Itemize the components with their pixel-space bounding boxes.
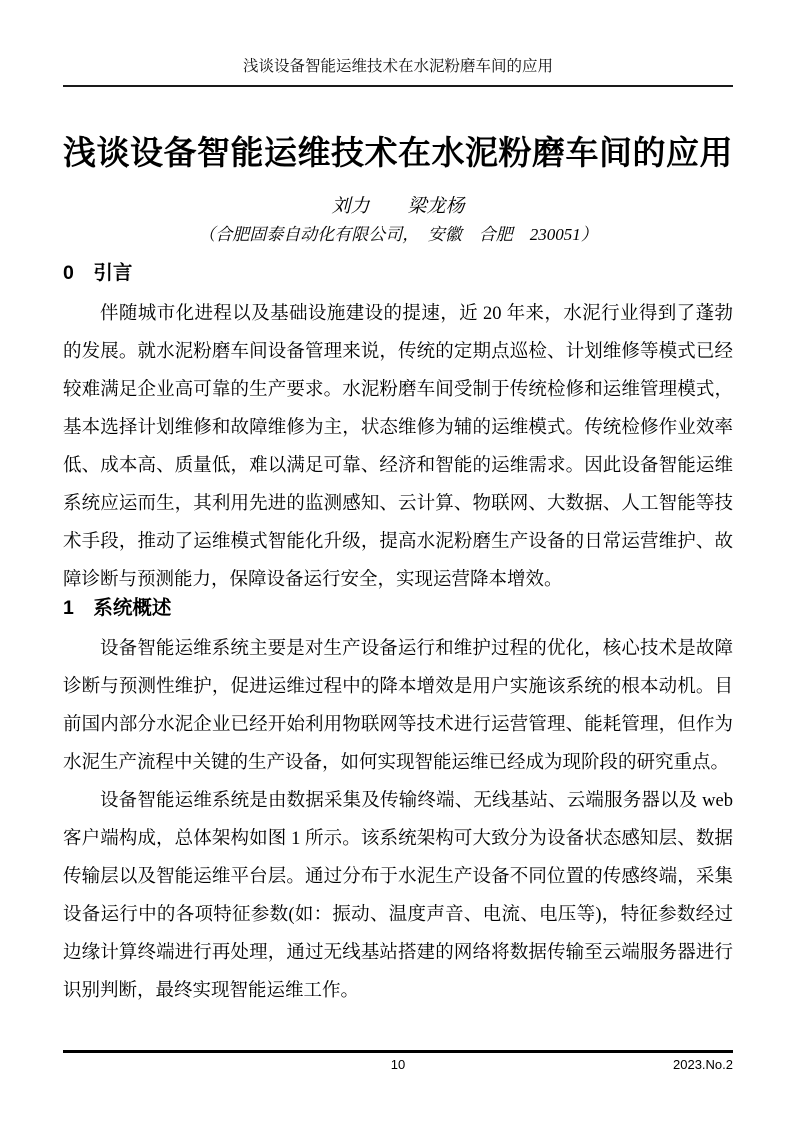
paper-title: 浅谈设备智能运维技术在水泥粉磨车间的应用 [63,134,733,171]
section-heading-system-overview: 1 系统概述 [63,597,172,619]
page-footer [63,1050,733,1073]
authors-line: 刘力 梁龙杨 [331,196,465,217]
running-header-title: 浅谈设备智能运维技术在水泥粉磨车间的应用 [242,58,553,75]
paragraph-system-overview-2: 设备智能运维系统是由数据采集及传输终端、无线基站、云端服务器以及 web 客户端构成，总体架构如图 1 所示。该系统架构可大致分为设备状态感知层、数据传输层以及智能运维平台层。通过分布于水泥生产设备不同位置的传感终端，采集设备运行中的各项特征参数(如：振动、温度声音、电流、电压等)，特征参数经过边缘计算终端进行再处理，通过无线基站搭建的网络将数据传输至云端服务器进行识别判断，最终实现智能运维工作。 [63,791,733,1001]
issue-label: 2023.No.2 [673,1057,733,1072]
paragraph-system-overview-1: 设备智能运维系统主要是对生产设备运行和维护过程的优化，核心技术是故障诊断与预测性维护，促进运维过程中的降本增效是用户实施该系统的根本动机。目前国内部分水泥企业已经开始利用物联网等技术进行运营管理、能耗管理，但作为水泥生产流程中关键的生产设备，如何实现智能运维已经成为现阶段的研究重点。 [63,639,733,773]
section-heading-introduction: 0 引言 [63,262,133,284]
affiliation-line: （合肥固泰自动化有限公司， 安徽 合肥 230051） [198,225,598,244]
paragraph-introduction: 伴随城市化进程以及基础设施建设的提速，近 20 年来，水泥行业得到了蓬勃的发展。就水泥粉磨车间设备管理来说，传统的定期点巡检、计划维修等模式已经较难满足企业高可靠的生产要求。水泥粉磨车间受制于传统检修和运维管理模式，基本选择计划维修和故障维修为主，状态维修为辅的运维模式。传统检修作业效率低、成本高、质量低，难以满足可靠、经济和智能的运维需求。因此设备智能运维系统应运而生，其利用先进的监测感知、云计算、物联网、大数据、人工智能等技术手段，推动了运维模式智能化升级，提高水泥粉磨生产设备的日常运营维护、故障诊断与预测能力，保障设备运行安全，实现运营降本增效。 [63,304,733,590]
running-header [63,0,733,87]
page-number: 10 [390,1057,406,1072]
